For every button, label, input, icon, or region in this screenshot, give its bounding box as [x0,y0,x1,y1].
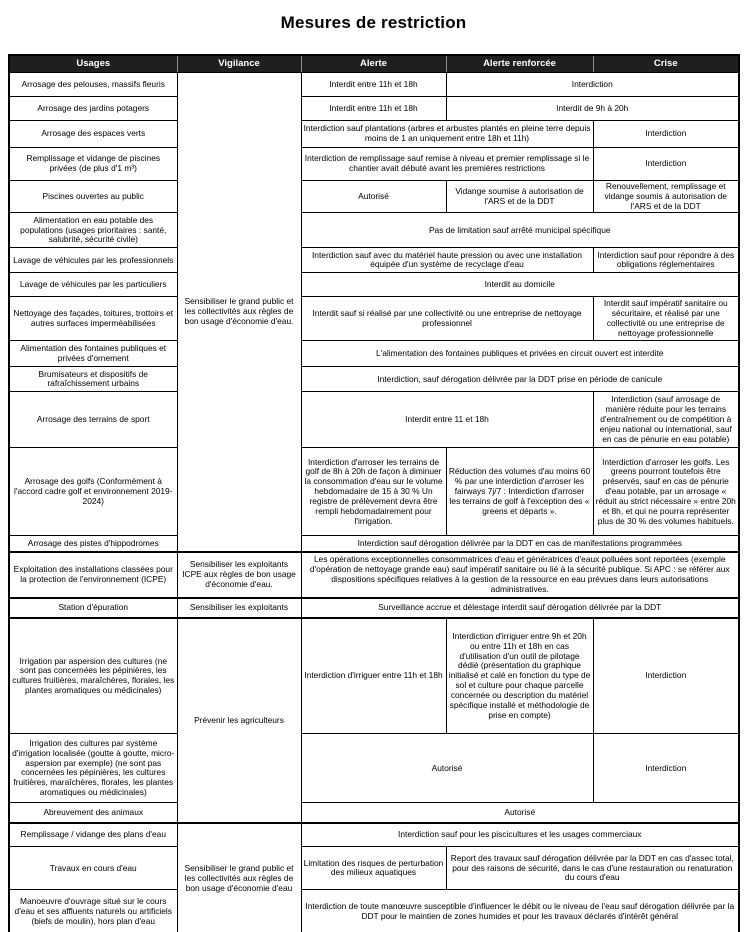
table-row [9,536,739,552]
crise-cell: Interdiction [593,734,739,803]
usage-cell: Arrosage des espaces verts [9,121,177,148]
table-row [9,823,739,847]
alerte-to-crise-cell: Interdiction de toute manœuvre susceptible d'influencer le débit ou le niveau de l'eau sauf dérogation délivrée par la DDT pour le maintien de zones humides et pour les travaux déclarés d'intérêt général [301,890,739,932]
alerte-to-crise-cell: L'alimentation des fontaines publiques et privées en circuit ouvert est interdite [301,341,739,367]
restrictions-table [8,54,740,932]
alerte-renforcee-cell: Réduction des volumes d'au moins 60 % par une interdiction d'arroser les fairways 7j/7 : Interdiction d'arroser les terrains de golf à l'exception des « greens et départs ». [446,448,593,536]
vigilance-cell: Sensibiliser le grand public et les collectivités aux règles de bon usage d'économie d'eau [177,823,301,932]
crise-cell: Interdiction [593,121,739,148]
table-row [9,148,739,181]
usage-cell: Arrosage des jardins potagers [9,97,177,121]
usage-cell: Lavage de véhicules par les professionnels [9,248,177,273]
crise-cell: Interdiction d'arroser les golfs. Les greens pourront toutefois être préservés, sauf en cas de pénurie d'eau potable, par un arrosage « réduit au strict nécessaire » entre 20h et 8h, et qui ne pourra représenter plus de 30 % des volumes habituels. [593,448,739,536]
alerte-to-crise-cell: Interdiction sauf pour les piscicultures et les usages commerciaux [301,823,739,847]
alerte-renforcee-crise-cell: Interdit de 9h à 20h [446,97,739,121]
vigilance-cell: Prévenir les agriculteurs [177,618,301,823]
alerte-to-crise-cell: Autorisé [301,803,739,823]
table-row [9,97,739,121]
table-row [9,248,739,273]
table-row [9,847,739,890]
usage-cell: Irrigation des cultures par système d'irrigation localisée (goutte à goutte, micro-aspersion par exemple) (ne sont pas concernées les pépinières, les cultures fruitières, maraîchères, florales, les plantes aromatiques ou médicinales) [9,734,177,803]
table-row [9,598,739,618]
column-header-vigilance: Vigilance [177,55,301,73]
vigilance-cell: Sensibiliser le grand public et les collectivités aux règles de bon usage d'économie d'eau. [177,73,301,552]
crise-cell: Renouvellement, remplissage et vidange soumis à autorisation de l'ARS et de la DDT [593,181,739,213]
usage-cell: Alimentation en eau potable des populations (usages prioritaires : santé, salubrité, sécurité civile) [9,213,177,248]
alerte-cell: Interdiction d'irriguer entre 11h et 18h [301,618,446,734]
usage-cell: Alimentation des fontaines publiques et privées d'ornement [9,341,177,367]
alerte-alerte-renforcee-cell: Interdit sauf si réalisé par une collectivité ou une entreprise de nettoyage professionnel [301,297,593,341]
usage-cell: Brumisateurs et dispositifs de rafraîchissement urbains [9,367,177,392]
usage-cell: Station d'épuration [9,598,177,618]
column-header-alerte: Alerte [301,55,446,73]
usage-cell: Arrosage des pelouses, massifs fleuris [9,73,177,97]
usage-cell: Arrosage des golfs (Conformément à l'accord cadre golf et environnement 2019- 2024) [9,448,177,536]
table-row [9,73,739,97]
header-row [9,55,739,73]
table-row [9,448,739,536]
table-row [9,213,739,248]
alerte-alerte-renforcee-cell: Interdiction sauf avec du matériel haute pression ou avec une installation équipée d'un système de recyclage d'eau [301,248,593,273]
crise-cell: Interdit sauf impératif sanitaire ou sécuritaire, et réalisé par une collectivité ou une entreprise de nettoyage professionnelle [593,297,739,341]
usage-cell: Travaux en cours d'eau [9,847,177,890]
table-row [9,734,739,803]
crise-cell: Interdiction sauf pour répondre à des obligations réglementaires [593,248,739,273]
column-header-crise: Crise [593,55,739,73]
usage-cell: Remplissage et vidange de piscines privées (de plus d'1 m³) [9,148,177,181]
alerte-to-crise-cell: Interdiction, sauf dérogation délivrée par la DDT prise en période de canicule [301,367,739,392]
usage-cell: Nettoyage des façades, toitures, trottoirs et autres surfaces imperméabilisées [9,297,177,341]
usage-cell: Lavage de véhicules par les particuliers [9,273,177,297]
alerte-cell: Interdiction d'arroser les terrains de golf de 8h à 20h de façon à diminuer la consommation d'eau sur le volume hebdomadaire de 15 à 30 % Un registre de prélèvement devra être rempli hebdomadairement pour l'irrigation. [301,448,446,536]
alerte-renforcee-cell: Interdiction d'irriguer entre 9h et 20h ou entre 11h et 18h en cas d'utilisation d'un outil de pilotage dédié (présentation du graphique initialisé et calé en fonction du type de sol et culture pour chaque parcelle concernée ou description du matériel spécifique installé et méthodologie de prise en compte) [446,618,593,734]
column-header-usages: Usages [9,55,177,73]
table-row [9,297,739,341]
vigilance-cell: Sensibiliser les exploitants ICPE aux règles de bon usage d'économie d'eau. [177,552,301,598]
page-title: Mesures de restriction [280,13,467,32]
crise-cell: Interdiction [593,148,739,181]
usage-cell: Exploitation des installations classées pour la protection de l'environnement (ICPE) [9,552,177,598]
vigilance-cell: Sensibiliser les exploitants [177,598,301,618]
table-row [9,367,739,392]
alerte-cell: Interdit entre 11h et 18h [301,73,446,97]
table-row [9,121,739,148]
alerte-to-crise-cell: Les opérations exceptionnelles consommatrices d'eau et génératrices d'eaux polluées sont reportées (exemple d'opération de nettoyage grande eau) sauf impératif sanitaire ou lié à la sécurité publique. Si APC : se référer aux dispositions spécifiques relatives à la gestion de la ressource en eau prévues dans leurs autorisations administratives. [301,552,739,598]
alerte-renforcee-crise-cell: Report des travaux sauf dérogation délivrée par la DDT en cas d'assec total, pour des raisons de sécurité, dans le cas d'une restauration ou renaturation du cours d'eau [446,847,739,890]
usage-cell: Piscines ouvertes au public [9,181,177,213]
alerte-renforcee-cell: Vidange soumise à autorisation de l'ARS et de la DDT [446,181,593,213]
table-row [9,392,739,448]
table-row [9,618,739,734]
alerte-cell: Autorisé [301,181,446,213]
alerte-alerte-renforcee-cell: Interdiction de remplissage sauf remise à niveau et premier remplissage si le chantier avait débuté avant les premières restrictions [301,148,593,181]
alerte-cell: Limitation des risques de perturbation des milieux aquatiques [301,847,446,890]
usage-cell: Arrosage des terrains de sport [9,392,177,448]
alerte-to-crise-cell: Interdit au domicile [301,273,739,297]
usage-cell: Abreuvement des animaux [9,803,177,823]
alerte-renforcee-crise-cell: Interdiction [446,73,739,97]
usage-cell: Arrosage des pistes d'hippodromes [9,536,177,552]
table-row [9,181,739,213]
table-row [9,803,739,823]
table-row [9,890,739,932]
alerte-cell: Interdit entre 11h et 18h [301,97,446,121]
crise-cell: Interdiction (sauf arrosage de manière réduite pour les terrains d'entraînement ou de compétition à enjeu national ou international, sauf en cas de pénurie en eau potable) [593,392,739,448]
usage-cell: Irrigation par aspersion des cultures (ne sont pas concernées les pépinières, les cultures fruitières, maraîchères, florales, les plantes aromatiques ou médicinales) [9,618,177,734]
column-header-alerte-renforc-e: Alerte renforcée [446,55,593,73]
table-row [9,552,739,598]
table-row [9,341,739,367]
usage-cell: Manoeuvre d'ouvrage situé sur le cours d'eau et ses affluents naturels ou artificiels (biefs de moulin), hors plan d'eau [9,890,177,932]
alerte-to-crise-cell: Surveillance accrue et délestage interdit sauf dérogation délivrée par la DDT [301,598,739,618]
alerte-to-crise-cell: Pas de limitation sauf arrêté municipal spécifique [301,213,739,248]
table-row [9,273,739,297]
alerte-alerte-renforcee-cell: Autorisé [301,734,593,803]
crise-cell: Interdiction [593,618,739,734]
alerte-alerte-renforcee-cell: Interdiction sauf plantations (arbres et arbustes plantés en pleine terre depuis moins de 1 an uniquement entre 18h et 11h) [301,121,593,148]
table-body [9,73,739,932]
alerte-alerte-renforcee-cell: Interdit entre 11 et 18h [301,392,593,448]
alerte-to-crise-cell: Interdiction sauf dérogation délivrée par la DDT en cas de manifestations programmées [301,536,739,552]
usage-cell: Remplissage / vidange des plans d'eau [9,823,177,847]
